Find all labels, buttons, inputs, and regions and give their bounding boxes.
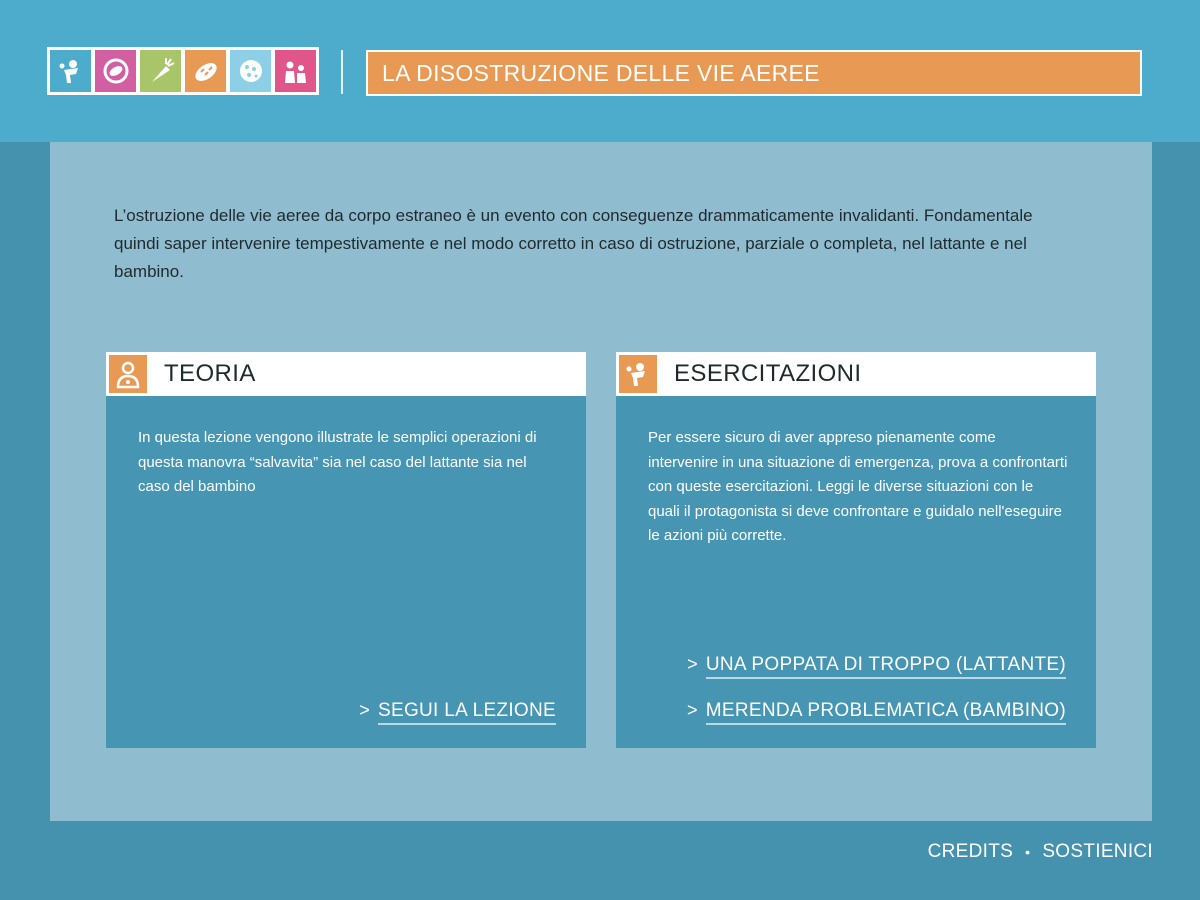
choking-child-icon[interactable] [50, 50, 91, 92]
follow-lesson-label[interactable]: SEGUI LA LEZIONE [378, 700, 556, 725]
link-arrow: > [687, 654, 698, 674]
carrot-icon[interactable] [140, 50, 181, 92]
practice-title: ESERCITAZIONI [674, 360, 862, 387]
content-panel [50, 142, 1152, 821]
header-divider [341, 50, 343, 94]
page-title-bar [366, 50, 1142, 96]
page-title: LA DISOSTRUZIONE DELLE VIE AEREE [382, 59, 820, 86]
exercise-link-child[interactable] [687, 700, 1066, 725]
family-icon[interactable] [275, 50, 316, 92]
header-bar [0, 0, 1200, 142]
theory-card [106, 352, 586, 748]
cookie-icon[interactable] [230, 50, 271, 92]
credits-link[interactable]: CREDITS [927, 841, 1014, 862]
no-food-icon[interactable] [95, 50, 136, 92]
bread-icon[interactable] [185, 50, 226, 92]
exercise-link-child-label[interactable]: MERENDA PROBLEMATICA (BAMBINO) [706, 700, 1066, 725]
choking-child-icon [616, 352, 660, 396]
exercise-link-infant[interactable] [687, 654, 1066, 679]
follow-lesson-link[interactable] [359, 700, 556, 725]
theory-title: TEORIA [164, 360, 256, 387]
practice-description: Per essere sicuro di aver appreso pienamente come intervenire in una situazione di emergenza, prova a confrontarti con queste esercitazioni. Leggi le diverse situazioni con le quali il protagonista si deve confrontare e guidalo nell'eseguire le azioni più corrette. [648, 429, 1068, 544]
theory-card-header [106, 352, 586, 396]
exercise-link-infant-label[interactable]: UNA POPPATA DI TROPPO (LATTANTE) [706, 654, 1066, 679]
link-arrow: > [359, 700, 371, 720]
intro-text: L’ostruzione delle vie aeree da corpo estraneo è un evento con conseguenze drammaticamente invalidanti. Fondamentale quindi saper intervenire tempestivamente e nel modo corretto in caso di ostruzione, parziale o completa, nel lattante e nel bambino. [114, 206, 1033, 281]
section-icon-strip [47, 47, 319, 95]
practice-card [616, 352, 1096, 748]
practice-card-header [616, 352, 1096, 396]
link-arrow: > [686, 700, 698, 720]
support-link[interactable]: SOSTIENICI [1042, 841, 1153, 862]
doctor-icon [106, 352, 150, 396]
footer-links [928, 841, 1153, 863]
footer-separator: • [1025, 844, 1031, 860]
theory-description: In questa lezione vengono illustrate le semplici operazioni di questa manovra “salvavita” sia nel caso del lattante sia nel caso del bambino [138, 429, 537, 495]
